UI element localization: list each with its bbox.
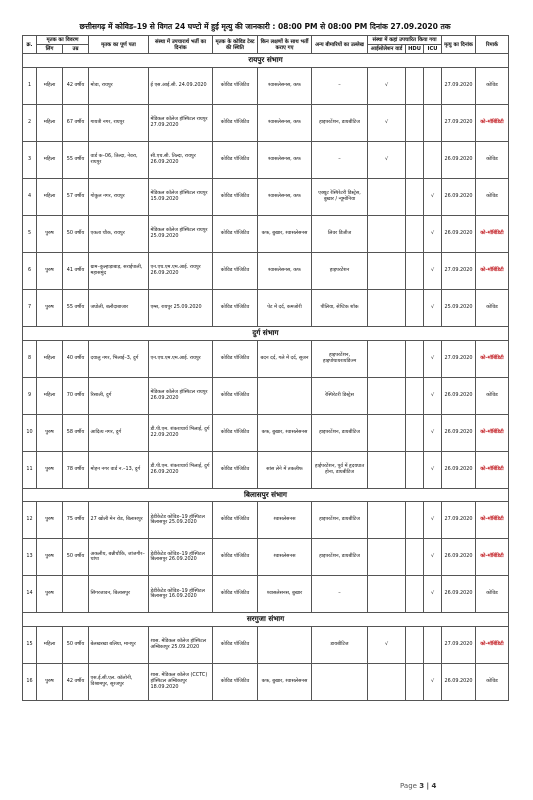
table-row <box>23 290 509 327</box>
cell-hdu <box>406 502 424 539</box>
section-header <box>23 327 509 341</box>
cell-date: 26.09.2020 <box>442 414 476 451</box>
cell-address: जघोली, बलौदाबाजार <box>89 290 149 327</box>
col-sno: क्र. <box>23 36 37 54</box>
cell-gender: महिला <box>37 377 63 414</box>
cell-address: आदित्य नगर, दुर्ग <box>89 414 149 451</box>
cell-test: कोविड पॉजिटिव <box>213 216 258 253</box>
cell-hdu <box>406 179 424 216</box>
cell-address: बेलखरखा बलिया, मानपुर <box>89 627 149 664</box>
cell-no: 11 <box>23 451 37 488</box>
cell-gender: पुरुष <box>37 502 63 539</box>
cell-remark: को–मॉर्बिडिटी <box>476 105 509 142</box>
cell-institution: डी.पी.एम. शंकराचार्य भिलाई, दुर्ग 22.09.2020 <box>149 414 213 451</box>
cell-comorb: – <box>312 142 368 179</box>
cell-hdu <box>406 253 424 290</box>
cell-remark: को–मॉर्बिडिटी <box>476 414 509 451</box>
cell-test: कोविड पॉजिटिव <box>213 576 258 613</box>
table-row <box>23 68 509 105</box>
cell-date: 26.09.2020 <box>442 179 476 216</box>
cell-comorb: हाइपरटेंशन <box>312 253 368 290</box>
cell-comorb: डायबीटिज <box>312 627 368 664</box>
section-header <box>23 54 509 68</box>
col-gender: लिंग <box>37 45 63 54</box>
cell-gender: महिला <box>37 627 63 664</box>
cell-date: 26.09.2020 <box>442 216 476 253</box>
cell-age: 50 वर्षीय <box>63 539 89 576</box>
cell-icu: √ <box>424 539 442 576</box>
cell-hdu <box>406 377 424 414</box>
section-header <box>23 613 509 627</box>
cell-comorb <box>312 664 368 701</box>
cell-test: कोविड पॉजिटिव <box>213 539 258 576</box>
cell-address: एकता चौक, रायपुर <box>89 216 149 253</box>
col-ward-group: संस्था में कहां उपचारित किया गया <box>368 36 442 45</box>
col-address: मृतक का पूर्ण पता <box>89 36 149 54</box>
cell-symptoms <box>258 627 312 664</box>
col-hdu: HDU <box>406 45 424 54</box>
cell-no: 9 <box>23 377 37 414</box>
cell-hdu <box>406 451 424 488</box>
table-row <box>23 664 509 701</box>
cell-date: 26.09.2020 <box>442 664 476 701</box>
cell-iso <box>368 576 406 613</box>
cell-remark: कोविड <box>476 68 509 105</box>
cell-no: 1 <box>23 68 37 105</box>
table-row <box>23 414 509 451</box>
col-comorbidity: अन्य बीमारियों का उल्लेख <box>312 36 368 54</box>
cell-comorb: – <box>312 68 368 105</box>
cell-remark: को–मॉर्बिडिटी <box>476 539 509 576</box>
table-row <box>23 340 509 377</box>
cell-symptoms: कफ, बुखार, श्वासलेसनस <box>258 664 312 701</box>
table-row <box>23 105 509 142</box>
cell-gender: महिला <box>37 179 63 216</box>
cell-iso <box>368 664 406 701</box>
cell-icu <box>424 627 442 664</box>
cell-hdu <box>406 68 424 105</box>
cell-icu: √ <box>424 290 442 327</box>
cell-symptoms: पेट में दर्द, कमजोरी <box>258 290 312 327</box>
cell-test: कोविड पॉजिटिव <box>213 253 258 290</box>
cell-age: 41 वर्षीय <box>63 253 89 290</box>
cell-age: 40 वर्षीय <box>63 340 89 377</box>
cell-test: कोविड पॉजिटिव <box>213 340 258 377</box>
section-title: रायपुर संभाग <box>23 54 509 68</box>
cell-institution: सी.एच.सी. तिल्दा, रायपुर 26.09.2020 <box>149 142 213 179</box>
cell-gender: पुरुष <box>37 414 63 451</box>
cell-remark: को–मॉर्बिडिटी <box>476 253 509 290</box>
col-test-status: मृतक के कोविड टेस्ट की स्थिति <box>213 36 258 54</box>
cell-icu: √ <box>424 340 442 377</box>
cell-no: 8 <box>23 340 37 377</box>
cell-age: 42 वर्षीय <box>63 664 89 701</box>
cell-symptoms: श्वासलेसनस, कफ <box>258 179 312 216</box>
cell-hdu <box>406 105 424 142</box>
table-row <box>23 539 509 576</box>
cell-no: 14 <box>23 576 37 613</box>
cell-test: कोविड पॉजिटिव <box>213 451 258 488</box>
cell-hdu <box>406 290 424 327</box>
cell-address: सिंगरजावन, बिलासपुर <box>89 576 149 613</box>
cell-address: रिसाली, दुर्ग <box>89 377 149 414</box>
cell-institution: मेडिकल कॉलेज हॉस्पिटल रायपुर 26.09.2020 <box>149 377 213 414</box>
cell-no: 12 <box>23 502 37 539</box>
cell-address: एस.ई.सी.एल. कॉलोनी, विश्रामपुर, सूरजपुर <box>89 664 149 701</box>
cell-comorb: हाइपरटेंशन, हाइपोथायरायडिज्म <box>312 340 368 377</box>
cell-institution: डेडीकेटेड कोविड–19 हॉस्पिटल बिलासपुर 16.09.2020 <box>149 576 213 613</box>
cell-date: 25.09.2020 <box>442 290 476 327</box>
cell-symptoms: श्वासलेसनस, कफ <box>258 142 312 179</box>
cell-iso <box>368 340 406 377</box>
section-title: सरगुजा संभाग <box>23 613 509 627</box>
report-title: छत्तीसगढ़ में कोविड–19 से विगत 24 घण्टो में हुई मृत्यु की जानकारी : 08:00 PM से 08:00 PM दिनांक 27.09.2020 तक <box>79 22 451 31</box>
cell-age: 50 वर्षीय <box>63 216 89 253</box>
cell-symptoms <box>258 377 312 414</box>
cell-institution: मेडिकल कॉलेज हॉस्पिटल रायपुर 25.09.2020 <box>149 216 213 253</box>
cell-gender: महिला <box>37 68 63 105</box>
cell-address: मोवा, रायपुर <box>89 68 149 105</box>
cell-age <box>63 576 89 613</box>
cell-gender: पुरुष <box>37 216 63 253</box>
table-row <box>23 179 509 216</box>
cell-symptoms: श्वासलेसनस, कफ <box>258 105 312 142</box>
cell-no: 7 <box>23 290 37 327</box>
cell-remark: कोविड <box>476 290 509 327</box>
section-title: बिलासपुर संभाग <box>23 488 509 502</box>
cell-date: 27.09.2020 <box>442 68 476 105</box>
cell-gender: पुरुष <box>37 253 63 290</box>
cell-address: गोकुल नगर, रायपुर <box>89 179 149 216</box>
cell-comorb: एक्यूट रेस्पिरेटरी डिस्ट्रेस, बुखार / न्यूमोनिया <box>312 179 368 216</box>
cell-symptoms: बदन दर्द, गले में दर्द, सूजन <box>258 340 312 377</box>
cell-iso <box>368 216 406 253</box>
cell-comorb: हाइपरटेंशन, डायबीटिज <box>312 502 368 539</box>
page-label: Page <box>400 782 417 790</box>
cell-institution: डेडीकेटेड कोविड–19 हॉस्पिटल बिलासपुर 25.09.2020 <box>149 502 213 539</box>
cell-date: 26.09.2020 <box>442 451 476 488</box>
cell-iso <box>368 290 406 327</box>
cell-hdu <box>406 576 424 613</box>
cell-iso <box>368 502 406 539</box>
cell-comorb: हाइपरटेंशन, डायबीटिज <box>312 539 368 576</box>
cell-hdu <box>406 142 424 179</box>
col-symptoms: किन लक्षणों के साथ भर्ती कराए गए <box>258 36 312 54</box>
cell-date: 27.09.2020 <box>442 627 476 664</box>
cell-symptoms: श्वासलेसनस, कफ <box>258 68 312 105</box>
cell-icu: √ <box>424 664 442 701</box>
col-isolation: आईसोलेशन वार्ड <box>368 45 406 54</box>
cell-institution: एन.एच.एम.एम.आई. रायपुर 26.09.2020 <box>149 253 213 290</box>
cell-iso <box>368 539 406 576</box>
table-row <box>23 576 509 613</box>
cell-remark: को–मॉर्बिडिटी <box>476 627 509 664</box>
cell-iso <box>368 377 406 414</box>
cell-iso <box>368 253 406 290</box>
section-header <box>23 488 509 502</box>
cell-date: 27.09.2020 <box>442 502 476 539</box>
cell-hdu <box>406 216 424 253</box>
death-report-table <box>22 35 509 701</box>
cell-iso <box>368 451 406 488</box>
cell-symptoms: श्वासलेसनस, कफ <box>258 253 312 290</box>
cell-age: 75 वर्षीय <box>63 502 89 539</box>
cell-age: 55 वर्षीय <box>63 142 89 179</box>
cell-icu: √ <box>424 502 442 539</box>
cell-institution: शास. मेडिकल कॉलेज हॉस्पिटल अम्बिकापुर 25.09.2020 <box>149 627 213 664</box>
cell-address: ग्राम–कुल्हाड़ाबाड़, सराईपाली, महासमुंद <box>89 253 149 290</box>
cell-institution: शास. मेडिकल कॉलेज (CCTC) हॉस्पिटल अम्बिकापुर 18.09.2020 <box>149 664 213 701</box>
cell-iso <box>368 414 406 451</box>
cell-icu: √ <box>424 377 442 414</box>
col-institution: संस्था में उपचारार्थ भर्ती का दिनांक <box>149 36 213 54</box>
cell-age: 70 वर्षीय <box>63 377 89 414</box>
cell-date: 27.09.2020 <box>442 340 476 377</box>
cell-no: 16 <box>23 664 37 701</box>
col-deceased-details: मृतक का विवरण <box>37 36 89 45</box>
cell-no: 10 <box>23 414 37 451</box>
cell-comorb: लिवर डिजीज <box>312 216 368 253</box>
cell-date: 26.09.2020 <box>442 377 476 414</box>
cell-icu: √ <box>424 576 442 613</box>
cell-test: कोविड पॉजिटिव <box>213 68 258 105</box>
cell-no: 2 <box>23 105 37 142</box>
cell-age: 78 वर्षीय <box>63 451 89 488</box>
cell-gender: पुरुष <box>37 539 63 576</box>
cell-date: 27.09.2020 <box>442 253 476 290</box>
cell-test: कोविड पॉजिटिव <box>213 179 258 216</box>
cell-icu: √ <box>424 216 442 253</box>
cell-icu <box>424 142 442 179</box>
cell-comorb: पीलिया, सेप्टिक शॉक <box>312 290 368 327</box>
cell-hdu <box>406 414 424 451</box>
cell-icu: √ <box>424 414 442 451</box>
cell-test: कोविड पॉजिटिव <box>213 502 258 539</box>
cell-institution: मेडिकल कॉलेज हॉस्पिटल रायपुर 27.09.2020 <box>149 105 213 142</box>
cell-remark: को–मॉर्बिडिटी <box>476 216 509 253</box>
table-row <box>23 502 509 539</box>
cell-no: 13 <box>23 539 37 576</box>
document-page <box>22 20 508 760</box>
cell-address: वार्ड क–06, तिल्दा, नेवरा, रायपुर <box>89 142 149 179</box>
cell-no: 6 <box>23 253 37 290</box>
cell-icu <box>424 105 442 142</box>
cell-remark: को–मॉर्बिडिटी <box>476 451 509 488</box>
table-row <box>23 253 509 290</box>
cell-iso <box>368 179 406 216</box>
cell-address: अकलीय, बन्नीचौकि, जांजगीर–चांपा <box>89 539 149 576</box>
table-row <box>23 451 509 488</box>
page-footer <box>400 782 436 790</box>
cell-date: 27.09.2020 <box>442 105 476 142</box>
col-icu: ICU <box>424 45 442 54</box>
table-row <box>23 216 509 253</box>
cell-age: 50 वर्षीय <box>63 627 89 664</box>
cell-test: कोविड पॉजिटिव <box>213 414 258 451</box>
cell-age: 58 वर्षीय <box>63 414 89 451</box>
cell-no: 15 <box>23 627 37 664</box>
cell-comorb: हाइपरटेंशन, डायबीटिज <box>312 105 368 142</box>
cell-hdu <box>406 664 424 701</box>
table-row <box>23 377 509 414</box>
cell-age: 57 वर्षीय <box>63 179 89 216</box>
cell-symptoms: श्वासलेसनस <box>258 539 312 576</box>
cell-institution: डी.पी.एम. शंकराचार्य भिलाई, दुर्ग 26.09.2020 <box>149 451 213 488</box>
cell-comorb: – <box>312 576 368 613</box>
cell-remark: कोविड <box>476 664 509 701</box>
cell-gender: महिला <box>37 340 63 377</box>
cell-address: गायत्री नगर, रायपुर <box>89 105 149 142</box>
cell-symptoms: श्वासलेसनस, बुखार <box>258 576 312 613</box>
col-death-date: मृत्यु का दिनांक <box>442 36 476 54</box>
cell-hdu <box>406 340 424 377</box>
cell-test: कोविड पॉजिटिव <box>213 627 258 664</box>
cell-date: 26.09.2020 <box>442 142 476 179</box>
cell-remark: कोविड <box>476 142 509 179</box>
cell-test: कोविड पॉजिटिव <box>213 142 258 179</box>
cell-date: 26.09.2020 <box>442 576 476 613</box>
cell-institution: डेडीकेटेड कोविड–19 हॉस्पिटल बिलासपुर 26.09.2020 <box>149 539 213 576</box>
cell-symptoms: कफ, बुखार, श्वासलेसनस <box>258 414 312 451</box>
cell-institution: एन.एच.एम.एम.आई. रायपुर <box>149 340 213 377</box>
cell-gender: पुरुष <box>37 576 63 613</box>
cell-institution: मेडिकल कॉलेज हॉस्पिटल रायपुर 15.09.2020 <box>149 179 213 216</box>
cell-remark: को–मॉर्बिडिटी <box>476 340 509 377</box>
col-remarks: रिमार्क <box>476 36 509 54</box>
cell-comorb: हाईपरटेंशन, पूर्व में हृदयघात होना, डायबीटिज <box>312 451 368 488</box>
cell-test: कोविड पॉजिटिव <box>213 664 258 701</box>
cell-institution: ई एस.आई.सी. 24.09.2020 <box>149 68 213 105</box>
cell-icu: √ <box>424 179 442 216</box>
cell-icu <box>424 68 442 105</box>
cell-address: दयालु नगर, भिलाई–3, दुर्ग <box>89 340 149 377</box>
cell-iso: √ <box>368 105 406 142</box>
cell-iso: √ <box>368 68 406 105</box>
page-number: 3 | 4 <box>419 782 437 790</box>
cell-age: 55 वर्षीय <box>63 290 89 327</box>
cell-symptoms: श्वासलेसनस <box>258 502 312 539</box>
table-body <box>23 54 509 701</box>
cell-age: 67 वर्षीय <box>63 105 89 142</box>
cell-test: कोविड पॉजिटिव <box>213 290 258 327</box>
cell-no: 4 <box>23 179 37 216</box>
cell-gender: महिला <box>37 142 63 179</box>
cell-gender: पुरुष <box>37 290 63 327</box>
cell-remark: कोविड <box>476 377 509 414</box>
cell-remark: कोविड <box>476 576 509 613</box>
cell-symptoms: सांस लेने में तकलीफ <box>258 451 312 488</box>
cell-hdu <box>406 627 424 664</box>
cell-address: 27 खोली मेन रोड, बिलासपुर <box>89 502 149 539</box>
cell-date: 26.09.2020 <box>442 539 476 576</box>
cell-test: कोविड पॉजिटिव <box>213 105 258 142</box>
cell-icu: √ <box>424 253 442 290</box>
cell-gender: पुरुष <box>37 664 63 701</box>
cell-remark: कोविड <box>476 179 509 216</box>
cell-institution: एम्स, रायपुर 25.09.2020 <box>149 290 213 327</box>
cell-no: 3 <box>23 142 37 179</box>
cell-icu: √ <box>424 451 442 488</box>
cell-iso: √ <box>368 142 406 179</box>
cell-no: 5 <box>23 216 37 253</box>
table-row <box>23 142 509 179</box>
cell-age: 42 वर्षीय <box>63 68 89 105</box>
cell-comorb: हाइपरटेंशन, डायबीटिज <box>312 414 368 451</box>
cell-hdu <box>406 539 424 576</box>
cell-symptoms: कफ, बुखार, श्वासलेसनस <box>258 216 312 253</box>
cell-test: कोविड पॉजिटिव <box>213 377 258 414</box>
cell-gender: पुरुष <box>37 451 63 488</box>
section-title: दुर्ग संभाग <box>23 327 509 341</box>
cell-iso: √ <box>368 627 406 664</box>
cell-address: मोहन नगर वार्ड न.–13, दुर्ग <box>89 451 149 488</box>
table-row <box>23 627 509 664</box>
cell-remark: को–मॉर्बिडिटी <box>476 502 509 539</box>
cell-gender: महिला <box>37 105 63 142</box>
cell-comorb: रेस्पिरेटरी डिस्ट्रेस <box>312 377 368 414</box>
col-age: उम्र <box>63 45 89 54</box>
